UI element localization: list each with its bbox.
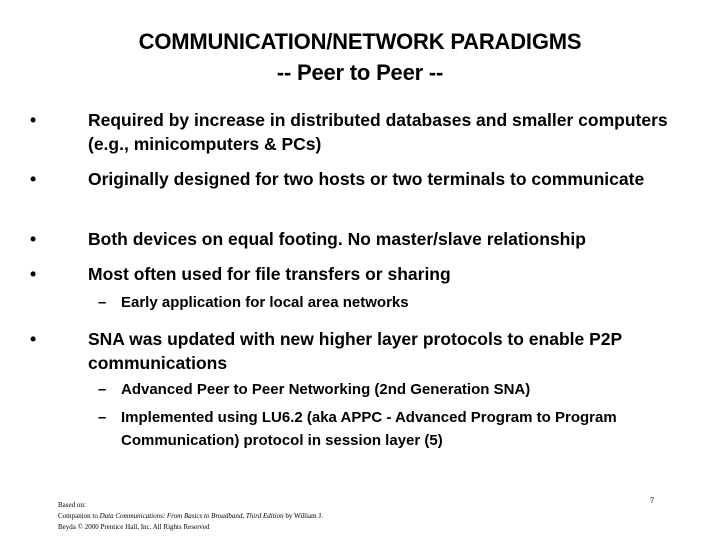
bullet-marker: • xyxy=(30,264,37,284)
dash-marker: – xyxy=(98,409,107,426)
bullet-item xyxy=(30,227,680,251)
bullet-marker: • xyxy=(30,229,37,249)
bullet-item xyxy=(30,167,680,191)
bullet-marker: • xyxy=(30,329,37,349)
bullet-text: Both devices on equal footing. No master/slave relationship xyxy=(88,229,586,249)
sub-bullet-item xyxy=(98,291,678,314)
footer-book-title: Data Communications: From Basics to Broadband, Third Edition xyxy=(99,512,284,520)
sub-bullet-item xyxy=(98,406,678,452)
footer-line-1: Based on: xyxy=(58,501,86,509)
page-number: 7 xyxy=(650,496,654,505)
title-line-2: -- Peer to Peer -- xyxy=(276,60,444,85)
dash-marker: – xyxy=(98,381,107,398)
footer-line-2-prefix: Companion to xyxy=(58,512,100,520)
bullet-item xyxy=(30,327,680,375)
sub-bullet-item xyxy=(98,378,678,401)
sub-bullet-text: Advanced Peer to Peer Networking (2nd Generation SNA) xyxy=(121,381,531,398)
bullet-text: SNA was updated with new higher layer protocols to enable P2P communications xyxy=(88,329,622,373)
sub-bullet-text: Early application for local area networks xyxy=(121,294,409,311)
bullet-text: Originally designed for two hosts or two terminals to communicate xyxy=(88,169,645,189)
footer-line-3: Beyda © 2000 Prentice Hall, Inc. All Rights Reserved xyxy=(58,523,210,531)
bullet-item xyxy=(30,108,680,156)
dash-marker: – xyxy=(98,294,107,311)
bullet-text: Most often used for file transfers or sharing xyxy=(88,264,451,284)
footer-line-2 xyxy=(58,511,458,522)
title-line-1: COMMUNICATION/NETWORK PARADIGMS xyxy=(138,29,582,54)
footer-citation xyxy=(58,500,458,533)
bullet-marker: • xyxy=(30,110,37,130)
bullet-text: Required by increase in distributed databases and smaller computers (e.g., minicomputers & PCs) xyxy=(88,110,668,154)
footer-line-2-suffix: by William J. xyxy=(283,512,323,520)
bullet-marker: • xyxy=(30,169,37,189)
sub-bullet-text: Implemented using LU6.2 (aka APPC - Advanced Program to Program Communication) protocol in session layer (5) xyxy=(121,409,617,449)
bullet-item xyxy=(30,262,680,286)
